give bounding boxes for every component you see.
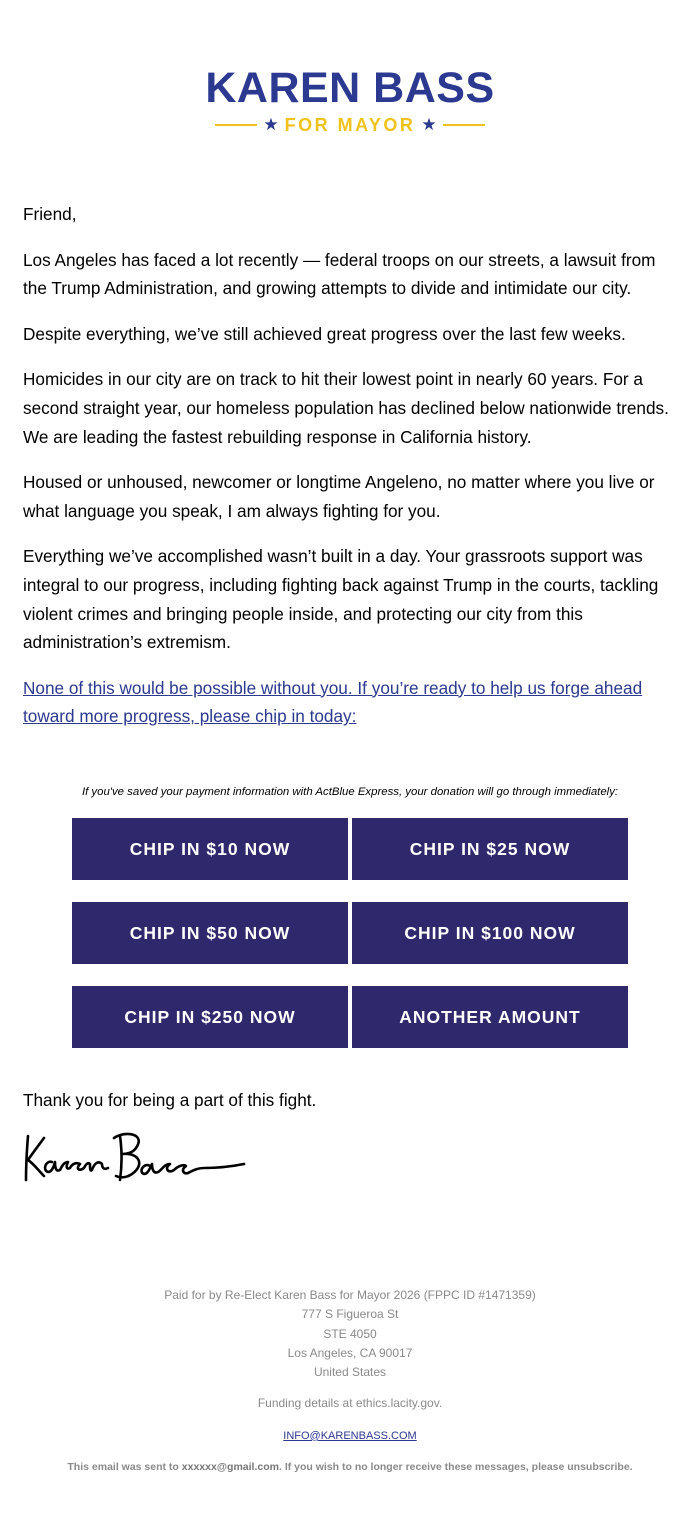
donation-buttons: [72, 818, 628, 1070]
body-paragraph: Los Angeles has faced a lot recently — federal troops on our streets, a lawsuit from the Trump Administration, and growing attempts to divide and intimidate our city.: [23, 249, 656, 299]
contact-email-link[interactable]: INFO@KARENBASS.COM: [283, 1429, 417, 1442]
body-paragraph: Homicides in our city are on track to hit their lowest point in nearly 60 years. For a second straight year, our homeless population has declined below nationwide trends. We are leading the fastest rebuilding response in California history.: [23, 369, 669, 447]
chip-in-link[interactable]: None of this would be possible without you. If you’re ready to help us forge ahead toward more progress, please chip in today:: [23, 677, 643, 727]
chip-in-250-button[interactable]: CHIP IN $250 NOW: [72, 986, 348, 1048]
salutation: Friend,: [23, 204, 77, 224]
address-line: Los Angeles, CA 90017: [287, 1345, 413, 1360]
donation-row: [72, 902, 628, 964]
logo-title: KAREN BASS: [205, 64, 495, 112]
actblue-note: If you've saved your payment information with ActBlue Express, your donation will go through immediately:: [81, 786, 619, 798]
sent-prefix: This email was sent to: [67, 1461, 179, 1474]
chip-in-50-button[interactable]: CHIP IN $50 NOW: [72, 902, 348, 964]
chip-in-10-button[interactable]: CHIP IN $10 NOW: [72, 818, 348, 880]
recipient-email: xxxxxx@gmail.com: [181, 1461, 279, 1474]
funding-details: Funding details at ethics.lacity.gov.: [257, 1396, 443, 1411]
logo-subtitle: FOR MAYOR: [284, 115, 416, 135]
cta-paragraph: [23, 674, 683, 731]
star-icon: ★: [421, 115, 437, 134]
address-line: STE 4050: [323, 1326, 377, 1341]
logo-subtitle-row: [0, 114, 700, 136]
body-paragraph: Everything we’ve accomplished wasn’t built in a day. Your grassroots support was integral to our progress, including fighting back against Trump in the courts, tackling violent crimes and bringing people inside, and protecting our city from this administration’s extremism.: [23, 546, 659, 653]
logo: [0, 66, 700, 136]
unsubscribe-notice: [0, 1458, 700, 1477]
signature: [22, 1128, 247, 1186]
body-paragraph: Housed or unhoused, newcomer or longtime Angeleno, no matter where you live or what language you speak, I am always fighting for you.: [23, 472, 655, 521]
another-amount-button[interactable]: ANOTHER AMOUNT: [352, 986, 628, 1048]
footer: [0, 1286, 700, 1477]
address-line: 777 S Figueroa St: [301, 1307, 399, 1322]
logo-right-rule: [443, 124, 485, 126]
donation-row: [72, 986, 628, 1048]
body-paragraph: Despite everything, we’ve still achieved great progress over the last few weeks.: [23, 323, 626, 344]
chip-in-100-button[interactable]: CHIP IN $100 NOW: [352, 902, 628, 964]
logo-left-rule: [215, 124, 257, 126]
closing-line: Thank you for being a part of this fight.: [23, 1090, 317, 1110]
star-icon: ★: [263, 115, 279, 134]
paid-for-disclaimer: Paid for by Re-Elect Karen Bass for Mayor 2026 (FPPC ID #1471359): [164, 1288, 536, 1302]
chip-in-25-button[interactable]: CHIP IN $25 NOW: [352, 818, 628, 880]
address-line: United States: [313, 1365, 387, 1380]
email-body: [23, 200, 683, 748]
donation-row: [72, 818, 628, 880]
sent-suffix[interactable]: . If you wish to no longer receive these messages, please unsubscribe.: [278, 1461, 633, 1474]
